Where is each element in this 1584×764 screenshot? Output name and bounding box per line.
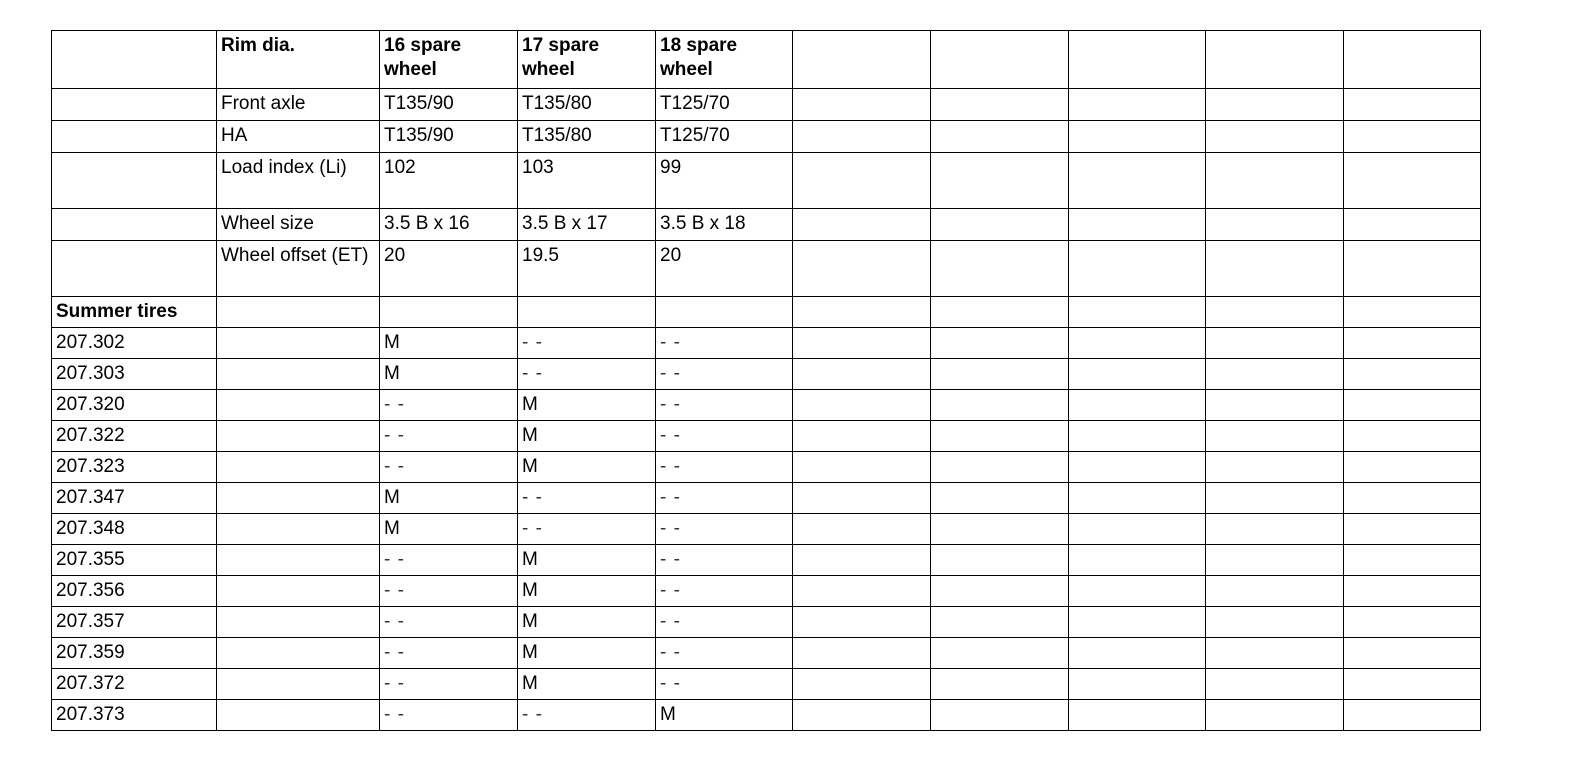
- empty-cell: [793, 514, 931, 545]
- tire-value-18: - -: [656, 328, 793, 359]
- empty-cell: [1344, 89, 1481, 121]
- tire-value-17: - -: [518, 483, 656, 514]
- empty-cell: [1344, 297, 1481, 328]
- tire-code: 207.348: [52, 514, 217, 545]
- empty-cell: [931, 576, 1069, 607]
- header-row: [52, 31, 1481, 89]
- empty-cell: [793, 638, 931, 669]
- tire-value-17: M: [518, 390, 656, 421]
- spec-value-17: 3.5 B x 17: [518, 209, 656, 241]
- spec-value-17: 103: [518, 153, 656, 209]
- section-row: [52, 297, 1481, 328]
- empty-cell: [1344, 576, 1481, 607]
- empty-cell: [1069, 607, 1206, 638]
- empty-cell: [217, 638, 380, 669]
- tire-value-18: - -: [656, 638, 793, 669]
- tire-value-18: - -: [656, 359, 793, 390]
- header-18-spare-wheel: 18 spare wheel: [656, 31, 793, 89]
- empty-cell: [1069, 359, 1206, 390]
- spec-row: [52, 209, 1481, 241]
- tire-value-16: - -: [380, 576, 518, 607]
- header-17-spare-wheel: 17 spare wheel: [518, 31, 656, 89]
- tire-value-16: - -: [380, 452, 518, 483]
- empty-cell: [217, 297, 380, 328]
- empty-cell: [1206, 241, 1344, 297]
- tire-value-16: M: [380, 514, 518, 545]
- empty-cell: [931, 121, 1069, 153]
- empty-cell: [1344, 483, 1481, 514]
- empty-cell: [1069, 421, 1206, 452]
- empty-cell: [931, 241, 1069, 297]
- tire-value-17: M: [518, 421, 656, 452]
- table-row: [52, 421, 1481, 452]
- empty-cell: [1069, 669, 1206, 700]
- empty-cell: [1069, 153, 1206, 209]
- empty-cell: [217, 700, 380, 731]
- tire-value-18: - -: [656, 514, 793, 545]
- empty-cell: [1206, 209, 1344, 241]
- empty-cell: [931, 359, 1069, 390]
- tire-value-17: M: [518, 669, 656, 700]
- tire-value-17: - -: [518, 514, 656, 545]
- table-row: [52, 452, 1481, 483]
- header-rim-dia: Rim dia.: [217, 31, 380, 89]
- tire-value-16: M: [380, 483, 518, 514]
- spec-value-18: T125/70: [656, 89, 793, 121]
- empty-cell: [1344, 700, 1481, 731]
- spec-value-16: T135/90: [380, 89, 518, 121]
- empty-cell: [1344, 421, 1481, 452]
- empty-cell: [1069, 241, 1206, 297]
- spec-row: [52, 121, 1481, 153]
- empty-cell: [217, 328, 380, 359]
- empty-cell: [1344, 669, 1481, 700]
- empty-cell: [931, 328, 1069, 359]
- spec-label: Load index (Li): [217, 153, 380, 209]
- empty-cell: [1206, 121, 1344, 153]
- empty-cell: [1206, 483, 1344, 514]
- empty-cell: [1069, 576, 1206, 607]
- tire-value-16: - -: [380, 421, 518, 452]
- empty-cell: [1206, 545, 1344, 576]
- empty-cell: [217, 390, 380, 421]
- empty-cell: [217, 421, 380, 452]
- empty-cell: [217, 576, 380, 607]
- empty-cell: [1206, 514, 1344, 545]
- spec-value-17: T135/80: [518, 89, 656, 121]
- empty-cell: [1069, 483, 1206, 514]
- empty-cell: [931, 452, 1069, 483]
- table-row: [52, 545, 1481, 576]
- empty-cell: [931, 700, 1069, 731]
- empty-cell: [793, 452, 931, 483]
- tire-value-17: - -: [518, 328, 656, 359]
- tire-code: 207.359: [52, 638, 217, 669]
- tire-code: 207.357: [52, 607, 217, 638]
- tire-code: 207.372: [52, 669, 217, 700]
- empty-cell: [380, 297, 518, 328]
- spec-value-18: 20: [656, 241, 793, 297]
- empty-cell: [793, 421, 931, 452]
- empty-cell: [217, 359, 380, 390]
- table-row: [52, 390, 1481, 421]
- empty-cell: [1206, 31, 1344, 89]
- empty-cell: [1069, 638, 1206, 669]
- table-row: [52, 359, 1481, 390]
- tire-value-16: - -: [380, 669, 518, 700]
- table-row: [52, 483, 1481, 514]
- spec-label: Wheel size: [217, 209, 380, 241]
- tire-value-16: M: [380, 328, 518, 359]
- empty-cell: [931, 89, 1069, 121]
- tire-code: 207.302: [52, 328, 217, 359]
- empty-cell: [793, 297, 931, 328]
- empty-cell: [793, 576, 931, 607]
- empty-cell: [1069, 390, 1206, 421]
- empty-cell: [1344, 328, 1481, 359]
- empty-cell: [52, 153, 217, 209]
- empty-cell: [1206, 297, 1344, 328]
- empty-cell: [217, 514, 380, 545]
- tire-spec-table: [51, 30, 1481, 731]
- tire-value-16: - -: [380, 638, 518, 669]
- empty-cell: [793, 483, 931, 514]
- spec-value-18: 99: [656, 153, 793, 209]
- table-row: [52, 576, 1481, 607]
- empty-cell: [793, 89, 931, 121]
- empty-cell: [793, 359, 931, 390]
- empty-cell: [1206, 390, 1344, 421]
- empty-cell: [931, 31, 1069, 89]
- tire-value-17: - -: [518, 359, 656, 390]
- table-row: [52, 328, 1481, 359]
- empty-cell: [793, 153, 931, 209]
- tire-value-17: M: [518, 576, 656, 607]
- tire-code: 207.320: [52, 390, 217, 421]
- spec-row: [52, 89, 1481, 121]
- empty-cell: [1206, 153, 1344, 209]
- empty-cell: [1344, 514, 1481, 545]
- empty-cell: [1069, 545, 1206, 576]
- tire-value-16: - -: [380, 700, 518, 731]
- empty-cell: [1206, 576, 1344, 607]
- tire-value-18: - -: [656, 607, 793, 638]
- empty-cell: [52, 89, 217, 121]
- empty-cell: [793, 700, 931, 731]
- empty-cell: [793, 241, 931, 297]
- empty-cell: [52, 209, 217, 241]
- empty-cell: [1069, 328, 1206, 359]
- empty-cell: [217, 607, 380, 638]
- empty-cell: [52, 121, 217, 153]
- empty-cell: [931, 209, 1069, 241]
- empty-cell: [931, 669, 1069, 700]
- spec-value-16: 20: [380, 241, 518, 297]
- tire-code: 207.323: [52, 452, 217, 483]
- spec-value-16: T135/90: [380, 121, 518, 153]
- empty-cell: [793, 545, 931, 576]
- empty-cell: [931, 607, 1069, 638]
- empty-cell: [1344, 638, 1481, 669]
- empty-cell: [1206, 669, 1344, 700]
- spec-row: [52, 241, 1481, 297]
- empty-cell: [1344, 209, 1481, 241]
- table-row: [52, 669, 1481, 700]
- tire-code: 207.322: [52, 421, 217, 452]
- tire-value-18: - -: [656, 390, 793, 421]
- table-row: [52, 638, 1481, 669]
- empty-cell: [217, 669, 380, 700]
- tire-value-16: - -: [380, 545, 518, 576]
- empty-cell: [1344, 121, 1481, 153]
- spec-value-16: 102: [380, 153, 518, 209]
- empty-cell: [931, 483, 1069, 514]
- empty-cell: [1069, 89, 1206, 121]
- table-row: [52, 700, 1481, 731]
- empty-cell: [1206, 359, 1344, 390]
- tire-value-17: - -: [518, 700, 656, 731]
- table-body: [52, 31, 1481, 731]
- spec-label: Front axle: [217, 89, 380, 121]
- tire-value-18: - -: [656, 421, 793, 452]
- spec-label: Wheel offset (ET): [217, 241, 380, 297]
- empty-cell: [1206, 89, 1344, 121]
- tire-code: 207.373: [52, 700, 217, 731]
- empty-cell: [1344, 545, 1481, 576]
- empty-cell: [518, 297, 656, 328]
- tire-value-18: M: [656, 700, 793, 731]
- tire-value-18: - -: [656, 545, 793, 576]
- empty-cell: [52, 241, 217, 297]
- empty-cell: [1069, 209, 1206, 241]
- empty-cell: [931, 153, 1069, 209]
- empty-cell: [793, 669, 931, 700]
- empty-cell: [1069, 452, 1206, 483]
- tire-code: 207.356: [52, 576, 217, 607]
- empty-cell: [1344, 31, 1481, 89]
- spec-value-18: T125/70: [656, 121, 793, 153]
- empty-cell: [931, 514, 1069, 545]
- tire-value-16: - -: [380, 390, 518, 421]
- empty-cell: [1344, 452, 1481, 483]
- empty-cell: [931, 638, 1069, 669]
- empty-cell: [217, 545, 380, 576]
- empty-cell: [793, 31, 931, 89]
- empty-cell: [1344, 359, 1481, 390]
- tire-value-16: M: [380, 359, 518, 390]
- empty-cell: [1069, 121, 1206, 153]
- empty-cell: [793, 607, 931, 638]
- tire-value-18: - -: [656, 669, 793, 700]
- tire-value-18: - -: [656, 483, 793, 514]
- empty-cell: [1069, 514, 1206, 545]
- empty-cell: [793, 209, 931, 241]
- empty-cell: [793, 328, 931, 359]
- table-row: [52, 514, 1481, 545]
- spec-row: [52, 153, 1481, 209]
- tire-code: 207.355: [52, 545, 217, 576]
- header-empty-cell: [52, 31, 217, 89]
- spec-value-17: 19.5: [518, 241, 656, 297]
- empty-cell: [217, 452, 380, 483]
- empty-cell: [931, 421, 1069, 452]
- tire-value-18: - -: [656, 576, 793, 607]
- empty-cell: [931, 545, 1069, 576]
- empty-cell: [1206, 607, 1344, 638]
- empty-cell: [1206, 452, 1344, 483]
- tire-value-17: M: [518, 607, 656, 638]
- spec-value-18: 3.5 B x 18: [656, 209, 793, 241]
- empty-cell: [931, 390, 1069, 421]
- spec-value-16: 3.5 B x 16: [380, 209, 518, 241]
- empty-cell: [1344, 153, 1481, 209]
- tire-code: 207.347: [52, 483, 217, 514]
- empty-cell: [793, 390, 931, 421]
- tire-value-17: M: [518, 545, 656, 576]
- tire-value-16: - -: [380, 607, 518, 638]
- tire-value-17: M: [518, 452, 656, 483]
- section-title: Summer tires: [52, 297, 217, 328]
- empty-cell: [1206, 700, 1344, 731]
- empty-cell: [217, 483, 380, 514]
- empty-cell: [1069, 31, 1206, 89]
- empty-cell: [1206, 328, 1344, 359]
- empty-cell: [1344, 607, 1481, 638]
- empty-cell: [1069, 297, 1206, 328]
- empty-cell: [1206, 638, 1344, 669]
- header-16-spare-wheel: 16 spare wheel: [380, 31, 518, 89]
- empty-cell: [656, 297, 793, 328]
- empty-cell: [1206, 421, 1344, 452]
- tire-value-17: M: [518, 638, 656, 669]
- spec-label: HA: [217, 121, 380, 153]
- empty-cell: [1344, 241, 1481, 297]
- empty-cell: [1344, 390, 1481, 421]
- empty-cell: [931, 297, 1069, 328]
- table-row: [52, 607, 1481, 638]
- tire-value-18: - -: [656, 452, 793, 483]
- spec-value-17: T135/80: [518, 121, 656, 153]
- empty-cell: [1069, 700, 1206, 731]
- tire-code: 207.303: [52, 359, 217, 390]
- empty-cell: [793, 121, 931, 153]
